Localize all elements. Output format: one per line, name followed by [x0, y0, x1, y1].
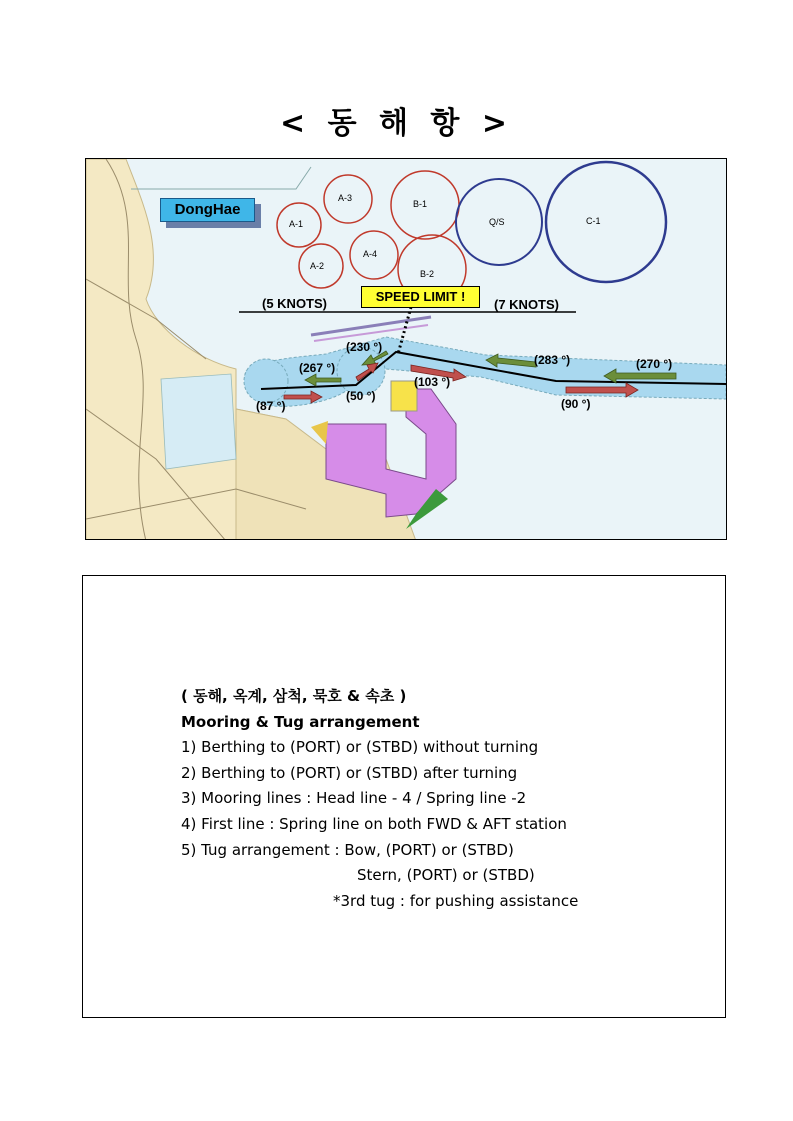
page-title: < 동 해 항 > — [280, 106, 513, 141]
info-text — [181, 684, 578, 914]
info-box — [82, 575, 726, 1018]
heading-label: (267 °) — [299, 361, 336, 375]
anchorage-label: B-1 — [413, 199, 428, 209]
speed-limit-box — [361, 286, 480, 308]
anchorage-label: B-2 — [420, 269, 435, 279]
port-label: DongHae — [174, 201, 241, 218]
anchorage-label: A-2 — [310, 261, 325, 271]
list-item: 4) First line : Spring line on both FWD & AFT station — [181, 814, 567, 833]
heading-label: (230 °) — [346, 340, 383, 354]
heading-label: (90 °) — [561, 397, 591, 411]
harbor-map — [85, 158, 727, 540]
knots-right-label: (7 KNOTS) — [494, 297, 559, 312]
heading-label: (270 °) — [636, 357, 673, 371]
anchorage-label: A-3 — [338, 193, 353, 203]
heading-label: (87 °) — [256, 399, 286, 413]
list-item: 3) Mooring lines : Head line - 4 / Spring line -2 — [181, 789, 527, 808]
speed-limit-label: SPEED LIMIT ! — [375, 289, 466, 304]
port-label-box — [160, 198, 255, 222]
anchorage-label: Q/S — [489, 217, 505, 227]
anchorage-label: A-1 — [289, 219, 304, 229]
heading-label: (50 °) — [346, 389, 376, 403]
third-tug-line: *3rd tug : for pushing assistance — [333, 891, 579, 910]
list-item: 1) Berthing to (PORT) or (STBD) without turning — [181, 738, 539, 757]
anchorage-circles — [277, 162, 666, 303]
anchorage-label: C-1 — [586, 216, 601, 226]
knots-left-label: (5 KNOTS) — [262, 296, 327, 311]
inner-basin — [161, 374, 236, 469]
heading-label: (103 °) — [414, 375, 451, 389]
stern-line: Stern, (PORT) or (STBD) — [357, 866, 535, 885]
ports-line: ( 동해, 옥계, 삼척, 묵호 & 속초 ) — [181, 687, 407, 705]
heading-label: (283 °) — [534, 353, 571, 367]
anchorage-label: A-4 — [363, 249, 378, 259]
mooring-heading: Mooring & Tug arrangement — [181, 712, 420, 731]
list-item: 5) Tug arrangement : Bow, (PORT) or (STBD) — [181, 840, 514, 859]
list-item: 2) Berthing to (PORT) or (STBD) after turning — [181, 763, 518, 782]
